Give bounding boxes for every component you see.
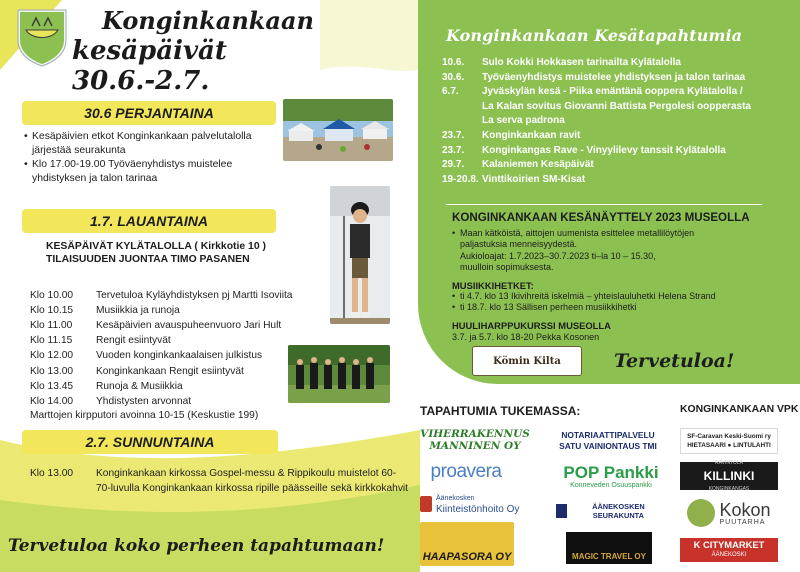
harmonica-course-text: 3.7. ja 5.7. klo 18-20 Pekka Kosonen (452, 332, 600, 342)
sponsor-text: ÄÄNEKOSKEN SEURAKUNTA (592, 502, 645, 520)
schedule-desc: Musiikkia ja runoja (96, 305, 180, 317)
sponsor-text: Kokon (719, 499, 771, 520)
event-text: Jyväskylän kesä - Piika emäntänä ooppera Kylätalolla / (482, 86, 743, 98)
event-row (442, 100, 792, 115)
event-row (442, 56, 792, 71)
schedule-row (30, 379, 330, 394)
market-tents-photo (283, 99, 393, 161)
event-text: Konginkankaan ravit (482, 129, 581, 141)
schedule-desc: Vuoden konginkankaalaisen julkistus (96, 350, 263, 362)
sponsor-text: RAVINTOLA (715, 459, 743, 466)
sponsor-text: Kiinteistönhoito Oy (436, 504, 520, 515)
schedule-time: Klo 13.00 (30, 365, 74, 377)
event-text: Kalaniemen Kesäpäivät (482, 159, 594, 171)
sponsor-proavera-logo (420, 460, 512, 484)
sponsor-text: NOTARIAATTIPALVELU (561, 430, 655, 440)
schedule-row (30, 363, 330, 378)
event-row (442, 129, 792, 144)
event-text: La Kalan sovitus Giovanni Battista Pergolesi oopperasta (482, 100, 751, 112)
sponsor-citymarket-logo (680, 538, 778, 562)
event-row (442, 114, 792, 129)
event-text: Konginkangas Rave - Vinyylilevy tanssit Kylätalolla (482, 144, 726, 156)
leaf-icon (687, 499, 715, 527)
event-row (442, 71, 792, 86)
schedule-desc: Tervetuloa Kyläyhdistyksen pj Martti Isoviita (96, 290, 293, 302)
saturday-heading: 1.7. LAUANTAINA (22, 209, 276, 233)
bottom-slogan: Tervetuloa koko perheen tapahtumaan! (8, 536, 385, 556)
schedule-row (30, 348, 330, 363)
event-text: La serva padrona (482, 115, 565, 127)
schedule-time: Klo 10.00 (30, 290, 74, 302)
house-icon (420, 496, 432, 512)
friday-item: • Kesäpäivien etkot Konginkankaan palvelutalolla järjestää seurakunta (24, 130, 280, 158)
sponsor-text: MAGIC TRAVEL OY (572, 552, 646, 561)
exhibition-title: KONGINKANKAAN KESÄNÄYTTELY 2023 MUSEOLLA (452, 211, 750, 224)
sunday-time: Klo 13.00 (30, 468, 74, 479)
schedule-time: Klo 13.45 (30, 380, 74, 392)
event-date: 23.7. (442, 144, 465, 156)
sponsor-sf-caravan-logo (680, 428, 778, 454)
saturday-schedule (30, 288, 330, 409)
schedule-desc: Rengit esiintyvät (96, 335, 171, 347)
music-list (452, 291, 772, 313)
sponsor-notariaatti-logo (558, 428, 658, 454)
schedule-time: Klo 11.15 (30, 335, 73, 347)
sponsor-text: K CITYMARKET (693, 539, 765, 550)
exhibition-hours: Aukioloajat: 1.7.2023–30.7.2023 ti–la 10 – 15.30, (460, 250, 656, 261)
band-photo (288, 345, 390, 403)
sponsor-text: Konneveden Osuuspankki (570, 481, 652, 489)
sunday-desc: Konginkankaan kirkossa Gospel-messu & Rippikoulu muistelot 60-70-luvulla Konginkankaan kirkossa ripille päässeille sekä kirkkokahvit (96, 468, 409, 494)
sponsor-text: proavera (430, 461, 502, 482)
sponsor-text: HIETASAARI ● LINTULAHTI (687, 442, 771, 449)
music-item: • ti 18.7. klo 13 Sällisen perheen musiikkihetki (452, 302, 772, 313)
title-line-2: kesäpäivät 30.6.-2.7. (72, 36, 227, 96)
komin-kilta-logo (472, 346, 582, 376)
exhibition-line: • Maan kätköistä, aittojen uumenista esittelee metallilöytöjen (452, 228, 752, 239)
exhibition-line: muulloin sopimuksesta. (460, 262, 554, 273)
event-row (442, 144, 792, 159)
sponsor-text: Äänekosken (436, 495, 475, 502)
summer-events-title: Konginkankaan Kesätapahtumia (446, 26, 743, 45)
sponsor-killinki-logo (680, 459, 778, 492)
sponsor-kokon-puutarha-logo (680, 496, 778, 530)
sponsor-seurakunta-logo (556, 500, 666, 522)
sponsor-haapasora-logo (420, 522, 514, 566)
event-date (442, 100, 482, 115)
schedule-desc: Kesäpäivien avauspuheenvuoro Jari Hult (96, 320, 282, 332)
sponsor-text: SF-Caravan Keski-Suomi ry (687, 433, 771, 440)
harmonica-course-title: HUULIHARPPUKURSSI MUSEOLLA (452, 320, 611, 331)
saturday-intro (46, 240, 296, 266)
sponsor-text: KILLINKI (703, 468, 755, 483)
schedule-time: Klo 12.00 (30, 350, 74, 362)
friday-item: • Klo 17.00-19.00 Työväenyhdistys muistelee yhdistyksen ja talon tarinaa (24, 158, 280, 186)
singer-photo (330, 186, 390, 324)
sponsor-text: MANNINEN OY (429, 440, 521, 452)
sponsor-text: HAAPASORA OY (422, 551, 512, 563)
music-title: MUSIIKKIHETKET: (452, 280, 534, 291)
schedule-time: Klo 14.00 (30, 395, 74, 407)
flea-market-note: Marttojen kirpputori avoinna 10-15 (Keskustie 199) (30, 410, 259, 421)
event-date: 19-20.8. (442, 173, 479, 185)
event-row (442, 158, 792, 173)
friday-heading: 30.6 PERJANTAINA (22, 101, 276, 125)
event-date: 23.7. (442, 129, 465, 141)
sponsor-text: KONGINKANGAS (708, 485, 750, 492)
sponsors-title: TAPAHTUMIA TUKEMASSA: (420, 404, 581, 418)
schedule-desc: Runoja & Musiikkia (96, 380, 183, 392)
event-row (442, 85, 792, 100)
sponsor-text: POP Pankki (563, 462, 659, 482)
friday-list (24, 130, 280, 186)
schedule-desc: Yhdistysten arvonnat (96, 395, 192, 407)
sponsor-text: ÄÄNEKOSKI (711, 552, 747, 558)
schedule-desc: Konginkankaan Rengit esiintyvät (96, 365, 244, 377)
komin-kilta-text: Kömin Kilta (493, 355, 561, 367)
divider (446, 204, 762, 205)
schedule-row (30, 288, 330, 303)
event-date: 10.6. (442, 57, 465, 68)
schedule-row (30, 303, 330, 318)
sunday-heading: 2.7. SUNNUNTAINA (22, 430, 278, 454)
saturday-intro-line-2: TILAISUUDEN JUONTAA TIMO PASANEN (46, 254, 250, 265)
event-text: Vinttikoirien SM-Kisat (482, 173, 586, 185)
event-text: Sulo Kokki Hokkasen tarinailta Kylätalolla (482, 57, 681, 68)
music-item: • ti 4.7. klo 13 Ikivihreitä iskelmiä – yhteislauluhetki Helena Strand (452, 291, 772, 302)
title-line-1: Konginkankaan (102, 6, 314, 35)
event-date (442, 114, 482, 129)
event-date: 29.7. (442, 159, 465, 171)
schedule-time: Klo 10.15 (30, 305, 74, 317)
church-icon (556, 504, 567, 518)
sponsor-magic-travel-logo (566, 532, 652, 564)
vpk-title: KONGINKANKAAN VPK (680, 404, 799, 415)
sponsor-viherrakennus-logo (420, 426, 530, 454)
summer-events-list (442, 56, 792, 187)
schedule-row (30, 394, 330, 409)
schedule-time: Klo 11.00 (30, 320, 73, 332)
event-row (442, 173, 792, 188)
municipal-crest-logo (12, 6, 72, 68)
saturday-intro-line-1: KESÄPÄIVÄT KYLÄTALOLLA ( Kirkkotie 10 ) (46, 241, 266, 252)
sponsor-pop-pankki-logo (556, 460, 666, 492)
sponsor-text: PUUTARHA (719, 518, 766, 526)
sponsor-kiinteistonhoito-logo (420, 490, 520, 518)
schedule-row (30, 318, 330, 333)
sunday-item (30, 466, 410, 496)
event-date: 6.7. (442, 86, 459, 98)
exhibition-text (452, 228, 752, 274)
page-title (72, 6, 352, 96)
exhibition-line: paljastuksia menneisyydestä. (460, 239, 578, 250)
sponsor-text: SATU VAINIONTAUS TMI (559, 441, 657, 451)
event-date: 30.6. (442, 71, 465, 83)
event-text: Työväenyhdistys muistelee yhdistyksen ja talon tarinaa (482, 71, 746, 83)
sponsor-text: VIHERRAKENNUS (420, 428, 530, 440)
schedule-row (30, 333, 330, 348)
welcome-text: Tervetuloa! (614, 350, 735, 372)
